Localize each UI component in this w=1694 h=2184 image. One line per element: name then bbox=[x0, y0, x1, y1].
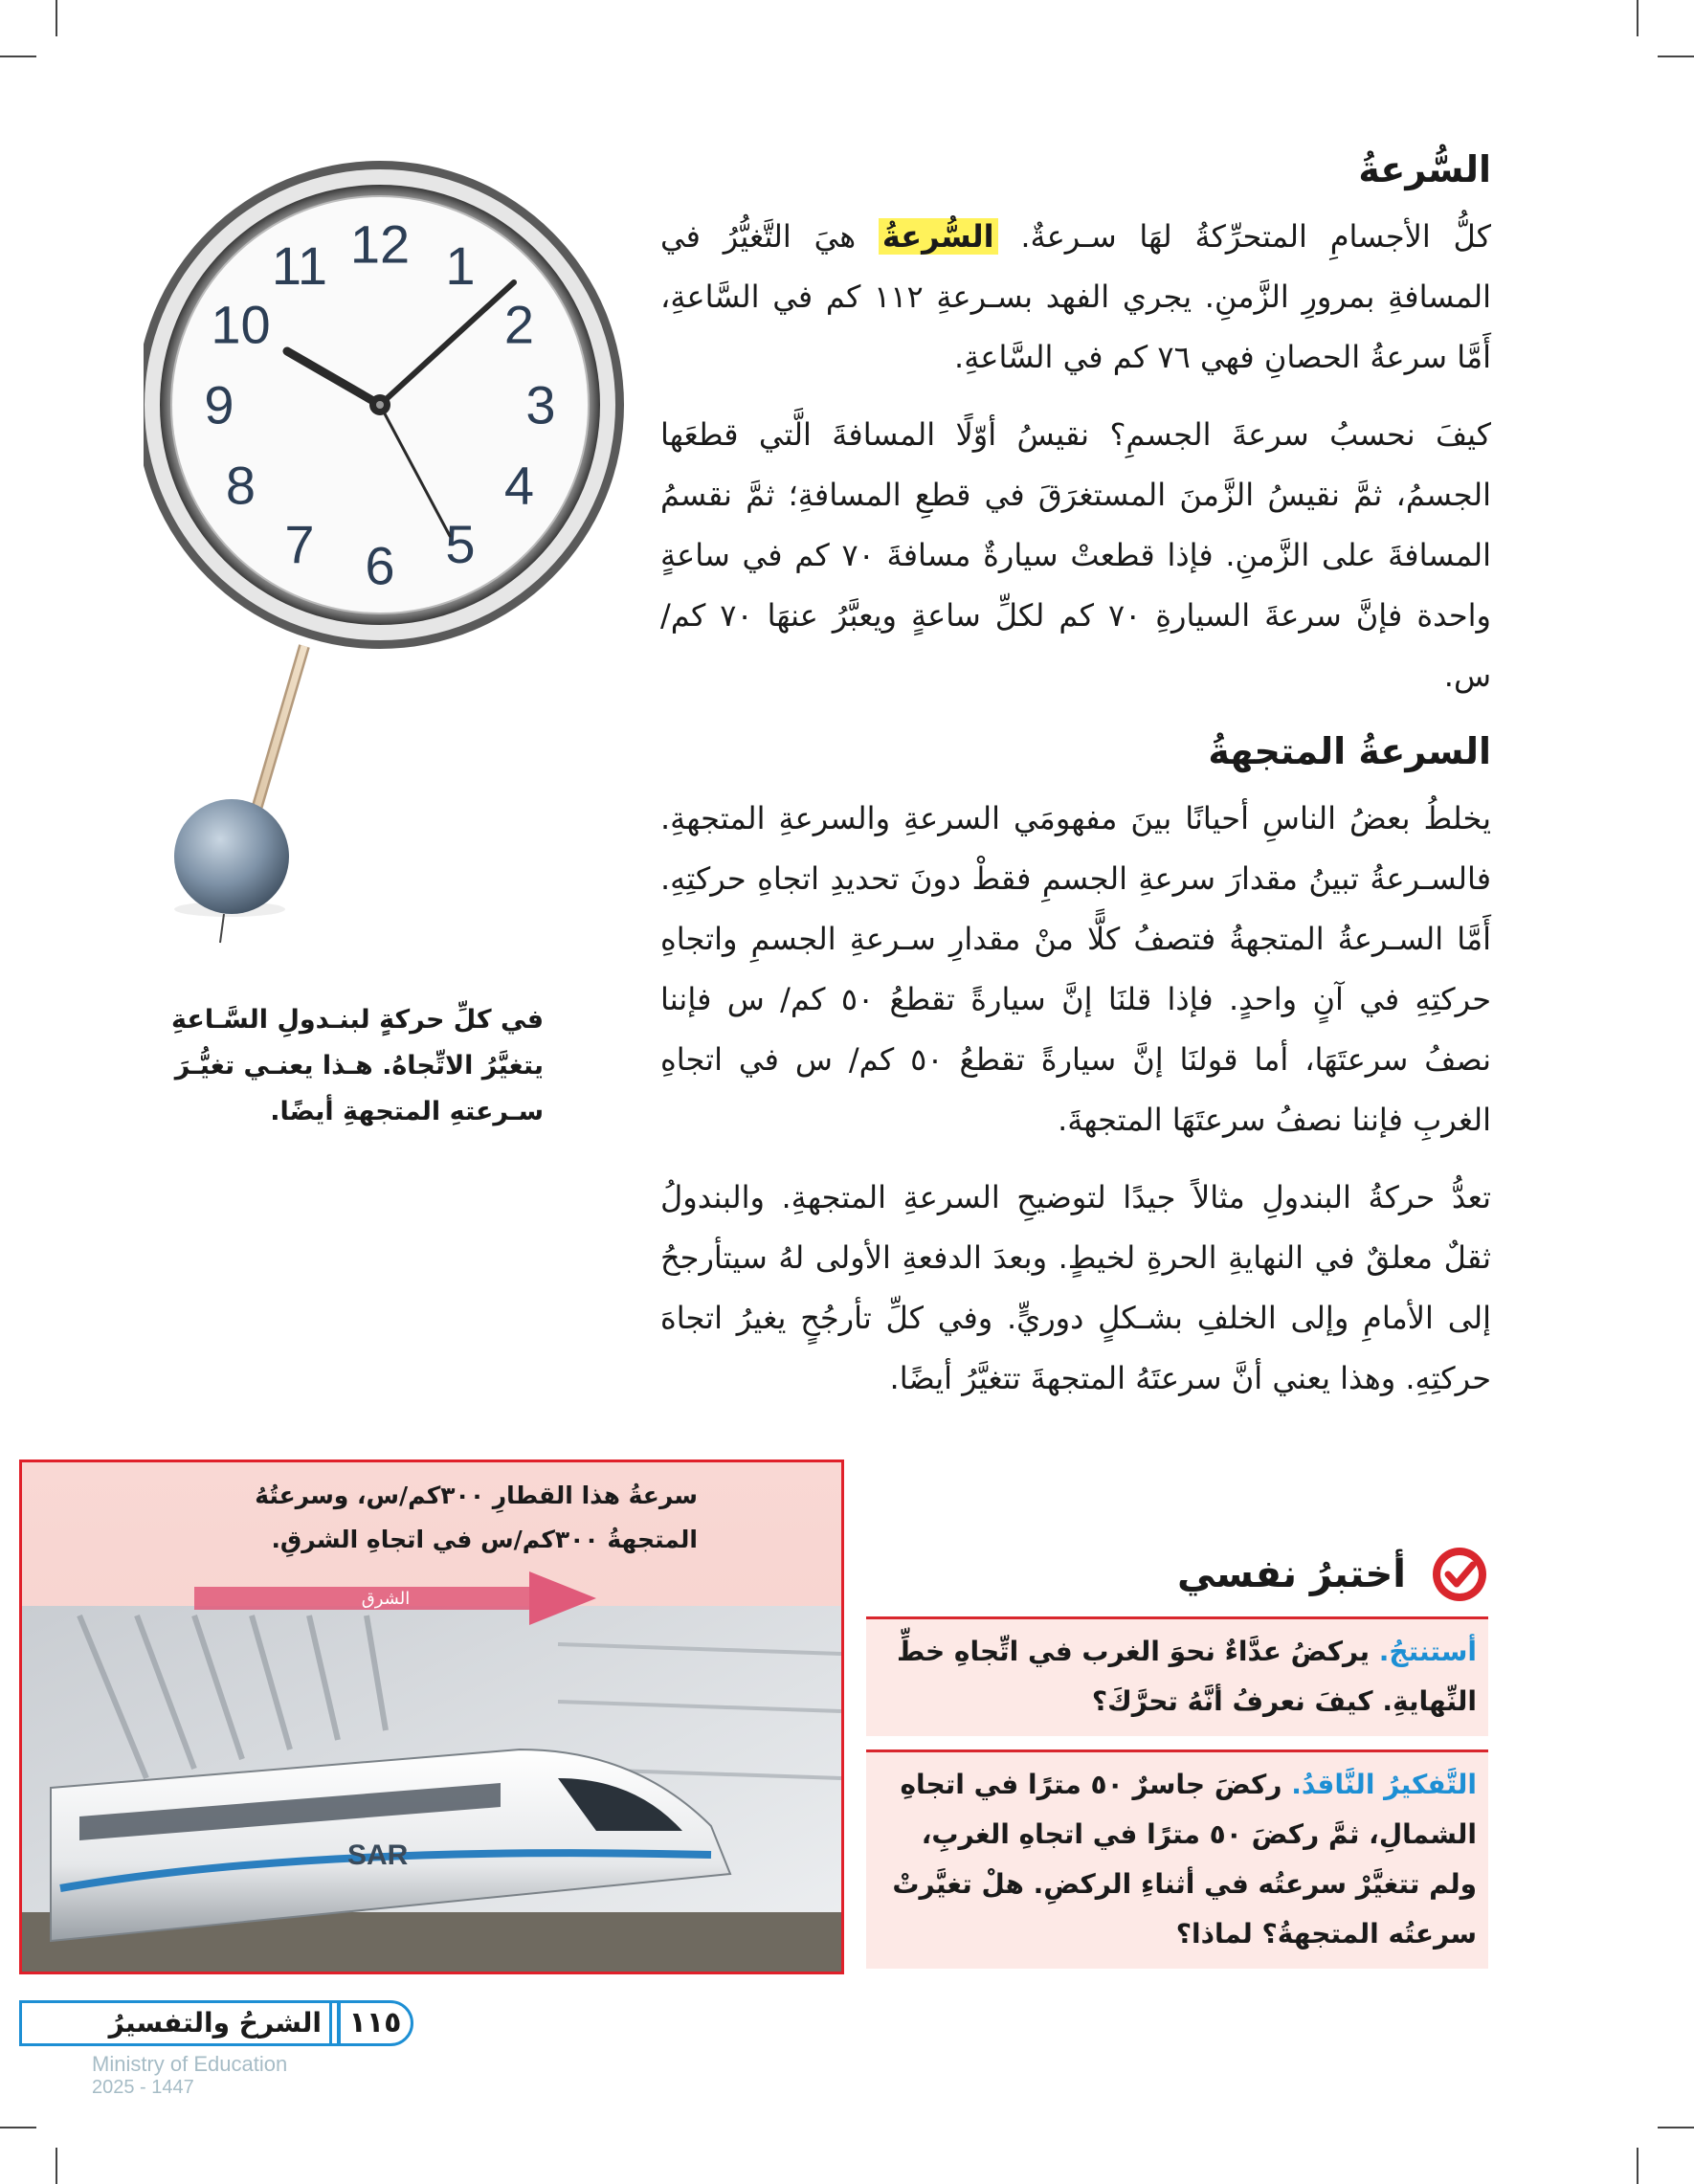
clock-number: 5 bbox=[445, 514, 476, 574]
clock-number: 6 bbox=[365, 535, 395, 596]
velocity-paragraph-2: تعدُّ حركةُ البندولِ مثالاً جيدًا لتوضيحِ السرعةِ المتجهةِ. والبندولُ ثقلٌ معلقٌ في النهايةِ الحرةِ لخيطٍ. وبعدَ الدفعةِ الأولى لهُ سيتأرجحُ إلى الأمامِ وإلى الخلفِ بشـكلٍ دوريٍّ. وفي كلِّ تأرجُحٍ يغيرُ اتجاهَ حركتِهِ. وهذا يعني أنَّ سرعتَهُ المتجهةَ تتغيَّرُ أيضًا. bbox=[660, 1179, 1491, 1396]
pendulum-clock-figure bbox=[144, 148, 641, 981]
velocity-heading: السرعةُ المتجهةُ bbox=[1208, 730, 1491, 772]
speed-p1-rest: هيَ التَّغيُّرُ في المسافةِ بمرورِ الزَّمنِ. يجري الفهد بسـرعةِ ١١٢ كم في السَّاعةِ، أَمَّا سرعةُ الحصانِ فهي ٧٦ كم في السَّاعةِ. bbox=[660, 218, 1492, 375]
clock-number: 8 bbox=[225, 455, 256, 516]
clock-number: 7 bbox=[284, 514, 315, 574]
speed-p1-start: كلُّ الأجسامِ المتحرِّكةُ لهَا سـرعةٌ. bbox=[997, 218, 1492, 255]
speed-heading: السُّرعةُ bbox=[1358, 148, 1491, 190]
speed-paragraph-2: كيفَ نحسبُ سرعةَ الجسمِ؟ نقيسُ أوّلًا المسافةَ الَّتي قطعَها الجسمُ، ثمَّ نقيسُ الزَّمنَ المستغرَقَ في قطعِ المسافةِ؛ ثمَّ نقسمُ المسافةَ على الزَّمنِ. فإذا قطعتْ سيارةٌ مسافةَ ٧٠ كم في ساعةٍ واحدة فإنَّ سرعةَ السيارةِ ٧٠ كم لكلِّ ساعةٍ ويعبَّرُ عنهَا ٧٠ كم/ س. bbox=[660, 416, 1492, 694]
page-number: ١١٥ bbox=[348, 2006, 402, 2039]
east-arrow-label: الشرق bbox=[361, 1589, 411, 1609]
question-2-text: ركضَ جاسرٌ ٥٠ مترًا في اتجاهِ الشمالِ، ثمَّ ركضَ ٥٠ مترًا في اتجاهِ الغربِ، ولم تتغيَّرْ سرعتُه في أثناءِ الركضِ. هلْ تغيَّرتْ سرعتُه المتجهةُ؟ لماذا؟ bbox=[892, 1769, 1477, 1950]
speed-paragraph-1 bbox=[660, 207, 1491, 388]
footer-section-label: الشرحُ والتفسيرُ bbox=[108, 2007, 322, 2039]
check-yourself-box bbox=[866, 1546, 1488, 1969]
clock-number: 10 bbox=[211, 294, 271, 355]
crop-mark bbox=[1658, 56, 1694, 57]
clock-number: 9 bbox=[204, 374, 234, 435]
train-caption: سرعةُ هذا القطارِ ٣٠٠كم/س، وسرعتُهُ المتجهةُ ٣٠٠كم/س في اتجاهِ الشرقِ. bbox=[255, 1482, 698, 1553]
clock-number: 1 bbox=[445, 235, 476, 296]
clock-number: 4 bbox=[503, 455, 535, 516]
question-1 bbox=[866, 1616, 1488, 1736]
crop-mark bbox=[0, 2127, 36, 2128]
train-logo: SAR bbox=[347, 1839, 409, 1871]
clock-number: 2 bbox=[503, 294, 535, 355]
question-1-text: يركضُ عدَّاءٌ نحوَ الغرب في اتِّجاهِ خطِّ النِّهايةِ. كيفَ نعرفُ أنَّهُ تحرَّكَ؟ bbox=[897, 1636, 1477, 1717]
question-2 bbox=[866, 1749, 1488, 1969]
year-watermark: 2025 - 1447 bbox=[92, 2077, 194, 2098]
footer-divider bbox=[329, 2000, 332, 2046]
crop-mark bbox=[1658, 2127, 1694, 2128]
checkmark-badge-icon bbox=[1431, 1546, 1488, 1603]
footer-divider bbox=[337, 2000, 341, 2046]
ministry-watermark: Ministry of Education bbox=[92, 2052, 288, 2076]
pendulum-bob bbox=[174, 799, 289, 914]
crop-mark bbox=[0, 56, 36, 57]
crop-mark bbox=[1637, 0, 1638, 36]
train-figure bbox=[19, 1460, 844, 1974]
main-text-column bbox=[660, 144, 1491, 1426]
crop-mark bbox=[1637, 2148, 1638, 2184]
east-arrow-icon bbox=[194, 1570, 596, 1627]
clock-number: 3 bbox=[525, 374, 556, 435]
clock-caption: في كلِّ حركةٍ لبنـدولِ السَّـاعةِ يتغيَّرُ الاتِّجاهُ. هـذا يعنـي تغيُّـرَ سـرعتهِ المتجهةِ أيضًا. bbox=[171, 1005, 544, 1126]
speed-term-highlight: السُّرعةُ bbox=[879, 218, 998, 255]
pendulum-clock-illustration bbox=[144, 148, 641, 981]
clock-number: 11 bbox=[271, 235, 328, 296]
question-1-lead: أستنتجُ. bbox=[1378, 1636, 1477, 1667]
check-yourself-title: أختبرُ نفسي bbox=[1177, 1552, 1406, 1596]
velocity-paragraph-1: يخلطُ بعضُ الناسِ أحيانًا بينَ مفهومَي السرعةِ والسرعةِ المتجهةِ. فالسـرعةُ تبينُ مقدارَ سرعةِ الجسمِ فقطْ دونَ تحديدِ اتجاهِ حركتِهِ. أَمَّا السـرعةُ المتجهةُ فتصفُ كلًّا منْ مقدارِ سـرعةِ الجسمِ واتجاهِ حركتِهِ في آنٍ واحدٍ. فإذا قلنَا إنَّ سيارةً تقطعُ ٥٠ كم/ س فإننا نصفُ سرعتَهَا، أما قولنَا إنَّ سيارةً تقطعُ ٥٠ كم/ س في اتجاهِ الغربِ فإننا نصفُ سرعتَهَا المتجهةَ. bbox=[660, 800, 1492, 1138]
question-2-lead: التَّفكيرُ النَّاقدُ. bbox=[1291, 1769, 1477, 1800]
clock-number: 12 bbox=[349, 213, 411, 275]
crop-mark bbox=[56, 0, 57, 36]
crop-mark bbox=[56, 2148, 57, 2184]
